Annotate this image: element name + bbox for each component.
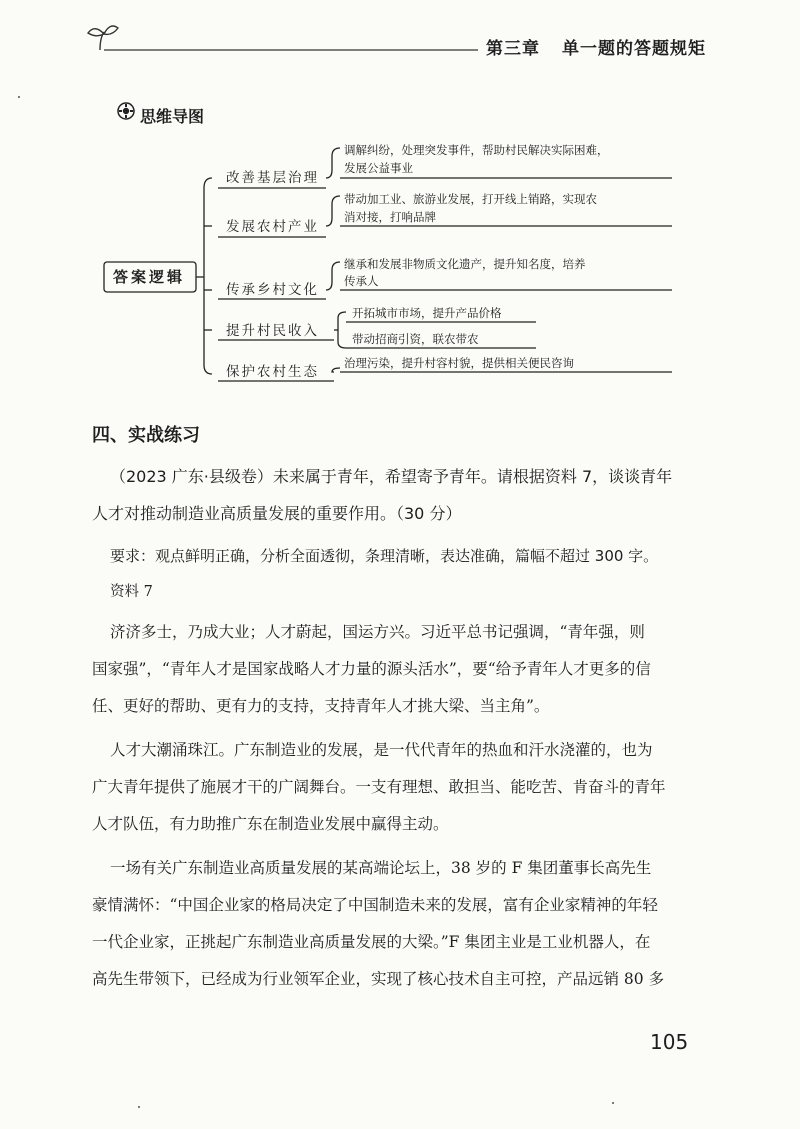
mind-map-note: 消对接，打响品牌 — [344, 210, 436, 224]
mind-map-note: 带动加工业、旅游业发展，打开线上销路，实现农 — [344, 192, 597, 206]
scan-speck — [138, 1106, 140, 1108]
mind-map-note: 传承人 — [344, 274, 379, 288]
mind-map-branch: 提升村民收入 — [226, 323, 319, 339]
material-line: 一代企业家，正挑起广东制造业高质量发展的大梁。”F 集团主业是工业机器人，在 — [92, 933, 651, 951]
mind-map-note: 发展公益事业 — [344, 161, 413, 175]
material-line: 人才队伍，有力助推广东在制造业发展中赢得主动。 — [92, 815, 449, 833]
material-line: 一场有关广东制造业高质量发展的某高端论坛上，38 岁的 F 集团董事长高先生 — [110, 859, 652, 877]
scan-speck — [18, 96, 20, 98]
mind-map-branch: 保护农村生态 — [226, 364, 319, 380]
material-line: 广大青年提供了施展才干的广阔舞台。一支有理想、敢担当、能吃苦、肯奋斗的青年 — [92, 778, 666, 796]
mind-map-note: 继承和发展非物质文化遗产，提升知名度，培养 — [344, 257, 586, 271]
material-line: 豪情满怀：“中国企业家的格局决定了中国制造未来的发展，富有企业家精神的年轻 — [92, 896, 658, 914]
mind-map-branch: 发展农村产业 — [226, 219, 319, 235]
chapter-number: 第三章 — [486, 39, 540, 59]
mind-map-note: 调解纠纷，处理突发事件，帮助村民解决实际困难， — [344, 143, 609, 157]
question-line: （2023 广东·县级卷）未来属于青年，希望寄予青年。请根据资料 7，谈谈青年 — [110, 467, 673, 486]
mind-map-note: 开拓城市市场，提升产品价格 — [352, 306, 502, 320]
material-line: 任、更好的帮助、更有力的支持，支持青年人才挑大梁、当主角”。 — [92, 697, 550, 715]
material-line: 高先生带领下，已经成为行业领军企业，实现了核心技术自主可控，产品远销 80 多 — [92, 970, 665, 988]
scan-speck — [612, 1102, 614, 1104]
page-number: 105 — [650, 1030, 689, 1054]
material-line: 国家强”，“青年人才是国家战略人才力量的源头活水”，要“给予青年人才更多的信 — [92, 660, 651, 678]
mind-map-root: 答案逻辑 — [113, 268, 186, 286]
material-label: 资料 7 — [110, 584, 153, 600]
question-line: 人才对推动制造业高质量发展的重要作用。（30 分） — [92, 504, 462, 523]
mind-map-title: 思维导图 — [140, 107, 205, 126]
mind-map-note: 带动招商引资，联农带农 — [352, 332, 479, 346]
mind-map-branch: 改善基层治理 — [226, 170, 319, 186]
requirement-text: 要求：观点鲜明正确，分析全面透彻，条理清晰，表达准确，篇幅不超过 300 字。 — [110, 547, 659, 565]
section-heading: 四、实战练习 — [92, 425, 200, 446]
material-line: 人才大潮涌珠江。广东制造业的发展，是一代代青年的热血和汗水浇灌的，也为 — [110, 741, 653, 759]
chapter-title: 单一题的答题规矩 — [562, 39, 706, 59]
mind-map-branch: 传承乡村文化 — [226, 282, 319, 298]
mind-map-note: 治理污染，提升村容村貌，提供相关便民咨询 — [344, 356, 574, 370]
material-line: 济济多士，乃成大业；人才蔚起，国运方兴。习近平总书记强调，“青年强，则 — [110, 623, 645, 641]
